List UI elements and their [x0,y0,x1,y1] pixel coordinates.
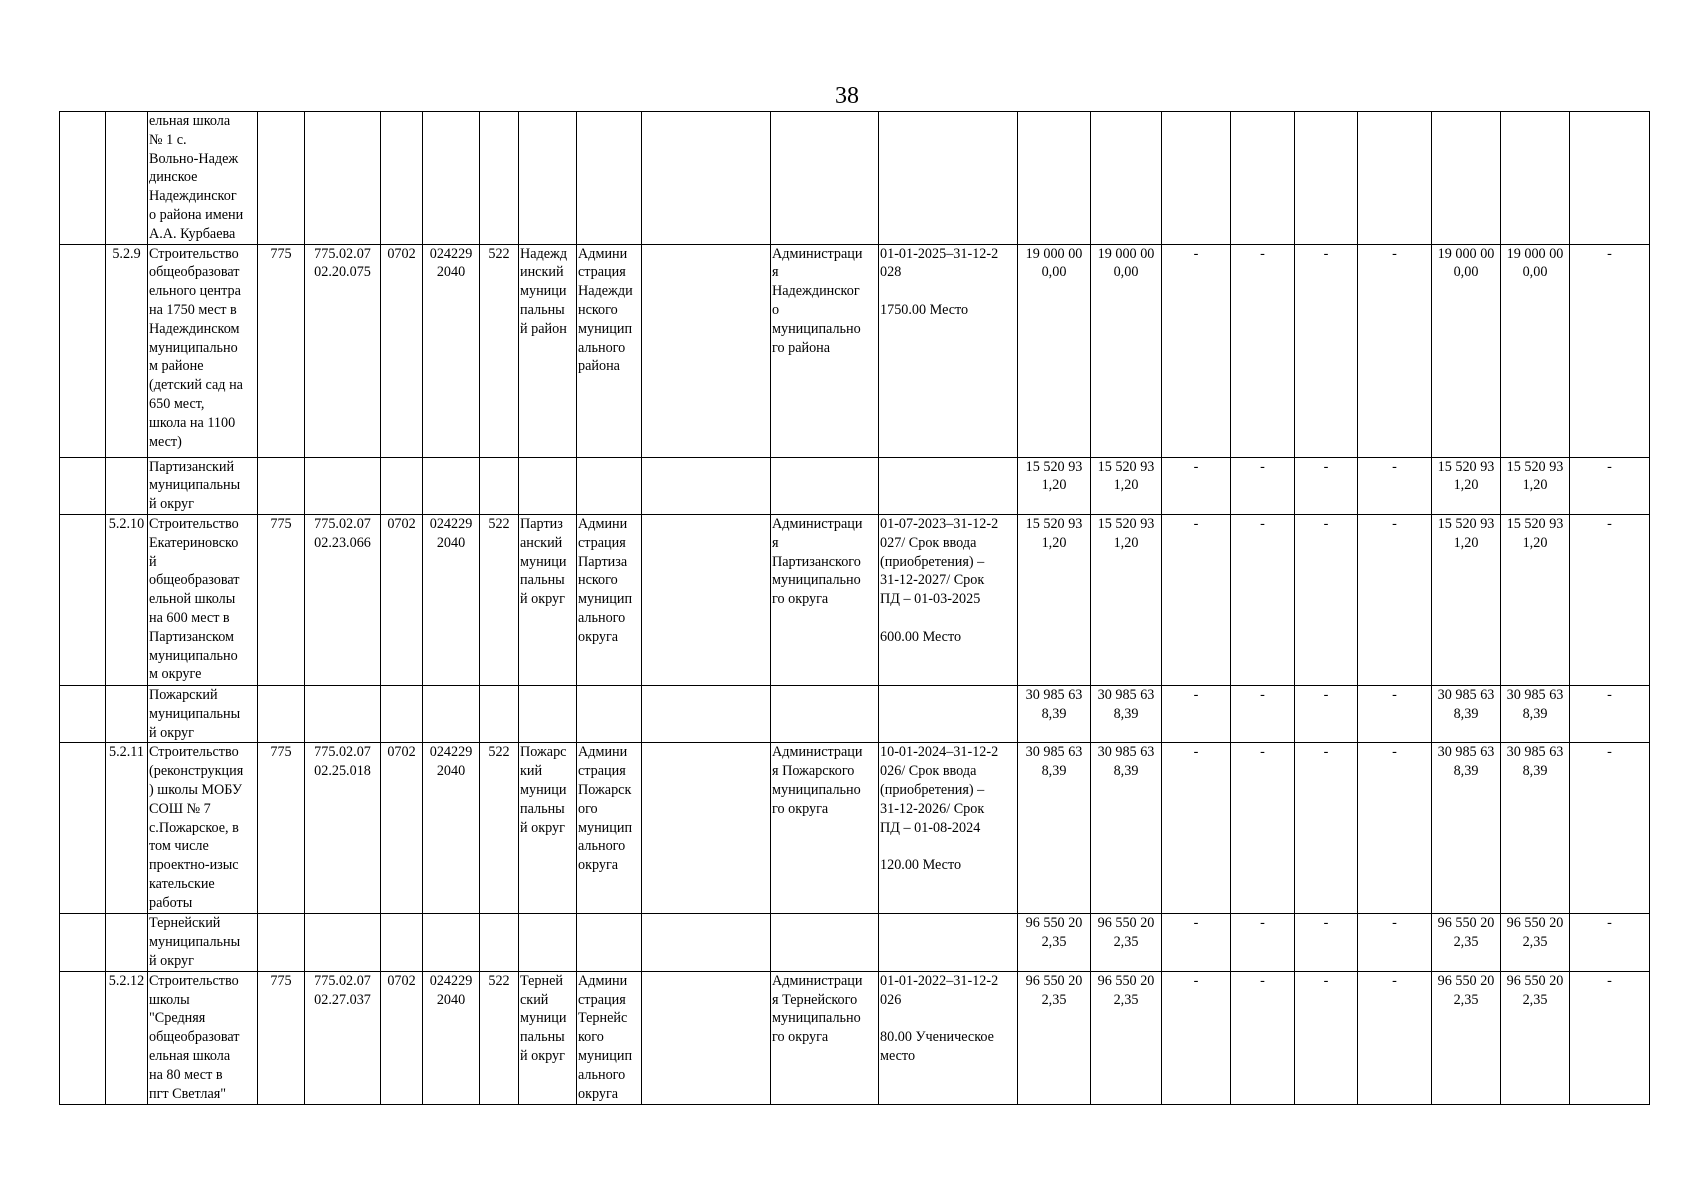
cell-amount-other: - [1570,244,1650,457]
cell-amount-other: - [1570,743,1650,914]
cell-amount-total [1018,112,1091,245]
cell-amount-year-1: 19 000 00 0,00 [1091,244,1162,457]
cell-amount-year-3: - [1231,514,1295,685]
cell-amount-year-2: - [1162,244,1231,457]
cell-amount-budget-year [1501,112,1570,245]
cell-grbs-code: 775 [258,971,305,1104]
table-row [60,112,1650,245]
cell-amount-budget-year: 19 000 00 0,00 [1501,244,1570,457]
cell-item-number [106,685,148,742]
table-row [60,685,1650,742]
cell-amount-year-2: - [1162,743,1231,914]
cell-target-article: 024229 2040 [423,971,480,1104]
cell-recipient: Админи страция Партиза нского муницип ального округа [577,514,642,685]
cell-municipality: Партиз анский муници пальны й округ [519,514,577,685]
cell-grbs-code [258,457,305,514]
cell-amount-budget-total: 96 550 20 2,35 [1432,914,1501,971]
cell-amount-year-2: - [1162,914,1231,971]
cell-amount-total: 30 985 63 8,39 [1018,685,1091,742]
cell-section-code: 0702 [381,244,423,457]
cell-object-name: Тернейский муниципальны й округ [148,914,258,971]
cell-amount-year-5: - [1358,914,1432,971]
cell-amount-year-3: - [1231,971,1295,1104]
cell-item-number: 5.2.9 [106,244,148,457]
cell-col-blank [60,112,106,245]
cell-amount-year-3: - [1231,244,1295,457]
cell-object-code: 775.02.07 02.20.075 [305,244,381,457]
cell-municipality [519,457,577,514]
cell-expense-type [480,112,519,245]
cell-col-blank [60,244,106,457]
cell-amount-year-5: - [1358,514,1432,685]
cell-amount-year-4: - [1295,457,1358,514]
cell-object-name: Пожарский муниципальны й округ [148,685,258,742]
cell-customer: Администраци я Тернейского муниципально го округа [771,971,879,1104]
cell-expense-type [480,457,519,514]
cell-grbs-code: 775 [258,743,305,914]
cell-expense-type [480,914,519,971]
page-number: 38 [835,83,859,109]
cell-amount-year-4: - [1295,914,1358,971]
cell-item-number: 5.2.10 [106,514,148,685]
cell-amount-year-5 [1358,112,1432,245]
cell-col-blank [60,514,106,685]
cell-amount-budget-year: 15 520 93 1,20 [1501,457,1570,514]
cell-amount-budget-year: 15 520 93 1,20 [1501,514,1570,685]
cell-grbs-code: 775 [258,244,305,457]
cell-object-name: Партизанский муниципальны й округ [148,457,258,514]
cell-object-code [305,914,381,971]
cell-amount-total: 96 550 20 2,35 [1018,971,1091,1104]
cell-col-empty [642,457,771,514]
table-row [60,914,1650,971]
cell-amount-budget-total: 15 520 93 1,20 [1432,514,1501,685]
cell-amount-total: 96 550 20 2,35 [1018,914,1091,971]
cell-amount-year-5: - [1358,244,1432,457]
cell-amount-year-4: - [1295,244,1358,457]
cell-amount-budget-total: 19 000 00 0,00 [1432,244,1501,457]
cell-section-code [381,685,423,742]
cell-amount-total: 15 520 93 1,20 [1018,457,1091,514]
cell-amount-year-3: - [1231,457,1295,514]
cell-period-capacity: 01-07-2023–31-12-2 027/ Срок ввода (приобретения) – 31-12-2027/ Срок ПД – 01-03-2025 600.00 Место [879,514,1018,685]
cell-grbs-code [258,914,305,971]
cell-amount-year-4: - [1295,743,1358,914]
cell-period-capacity [879,914,1018,971]
cell-object-code [305,112,381,245]
cell-recipient [577,914,642,971]
cell-amount-year-4 [1295,112,1358,245]
cell-section-code: 0702 [381,743,423,914]
cell-object-code [305,685,381,742]
table-body [60,112,1650,1105]
cell-target-article: 024229 2040 [423,743,480,914]
cell-object-code: 775.02.07 02.25.018 [305,743,381,914]
cell-amount-year-2: - [1162,685,1231,742]
cell-amount-year-1: 15 520 93 1,20 [1091,457,1162,514]
table-row [60,244,1650,457]
investment-objects-table [59,111,1650,1105]
cell-object-code [305,457,381,514]
cell-amount-budget-total [1432,112,1501,245]
cell-col-empty [642,244,771,457]
cell-amount-year-1: 15 520 93 1,20 [1091,514,1162,685]
cell-amount-other: - [1570,685,1650,742]
cell-amount-other: - [1570,457,1650,514]
cell-col-blank [60,914,106,971]
cell-customer [771,685,879,742]
cell-recipient [577,112,642,245]
cell-customer: Администраци я Партизанского муниципально го округа [771,514,879,685]
cell-object-code: 775.02.07 02.27.037 [305,971,381,1104]
cell-amount-total: 15 520 93 1,20 [1018,514,1091,685]
cell-amount-year-2: - [1162,457,1231,514]
cell-recipient: Админи страция Пожарск ого муницип ального округа [577,743,642,914]
cell-period-capacity [879,457,1018,514]
cell-target-article [423,914,480,971]
cell-amount-year-1: 30 985 63 8,39 [1091,685,1162,742]
cell-period-capacity: 10-01-2024–31-12-2 026/ Срок ввода (приобретения) – 31-12-2026/ Срок ПД – 01-08-2024 120.00 Место [879,743,1018,914]
cell-period-capacity: 01-01-2025–31-12-2 028 1750.00 Место [879,244,1018,457]
cell-amount-year-5: - [1358,457,1432,514]
cell-grbs-code: 775 [258,514,305,685]
cell-grbs-code [258,685,305,742]
cell-col-empty [642,514,771,685]
cell-col-blank [60,685,106,742]
cell-col-empty [642,914,771,971]
cell-municipality [519,914,577,971]
cell-section-code [381,457,423,514]
cell-section-code: 0702 [381,971,423,1104]
cell-amount-budget-year: 30 985 63 8,39 [1501,685,1570,742]
cell-expense-type: 522 [480,244,519,457]
cell-period-capacity [879,685,1018,742]
cell-expense-type: 522 [480,743,519,914]
cell-municipality: Пожарс кий муници пальны й округ [519,743,577,914]
cell-object-name: Строительство школы "Средняя общеобразоват ельная школа на 80 мест в пгт Светлая" [148,971,258,1104]
cell-amount-year-2: - [1162,514,1231,685]
cell-amount-other [1570,112,1650,245]
cell-amount-total: 19 000 00 0,00 [1018,244,1091,457]
cell-amount-year-2: - [1162,971,1231,1104]
cell-amount-year-2 [1162,112,1231,245]
cell-item-number: 5.2.11 [106,743,148,914]
cell-item-number: 5.2.12 [106,971,148,1104]
cell-amount-year-3: - [1231,914,1295,971]
cell-grbs-code [258,112,305,245]
cell-item-number [106,112,148,245]
cell-customer [771,457,879,514]
cell-col-empty [642,971,771,1104]
cell-section-code [381,914,423,971]
cell-amount-budget-year: 30 985 63 8,39 [1501,743,1570,914]
cell-amount-year-1: 96 550 20 2,35 [1091,914,1162,971]
cell-recipient: Админи страция Тернейс кого муницип ального округа [577,971,642,1104]
table-row [60,457,1650,514]
cell-customer: Администраци я Надеждинског о муниципально го района [771,244,879,457]
cell-period-capacity [879,112,1018,245]
cell-amount-budget-year: 96 550 20 2,35 [1501,914,1570,971]
cell-col-empty [642,112,771,245]
cell-amount-year-1: 30 985 63 8,39 [1091,743,1162,914]
cell-amount-other: - [1570,971,1650,1104]
cell-customer: Администраци я Пожарского муниципально го округа [771,743,879,914]
cell-amount-total: 30 985 63 8,39 [1018,743,1091,914]
cell-amount-year-3: - [1231,685,1295,742]
cell-target-article [423,457,480,514]
cell-col-empty [642,685,771,742]
cell-target-article [423,685,480,742]
cell-object-name: Строительство общеобразоват ельного центра на 1750 мест в Надеждинском муниципально м районе (детский сад на 650 мест, школа на 1100 мест) [148,244,258,457]
cell-municipality: Терней ский муници пальны й округ [519,971,577,1104]
cell-amount-other: - [1570,514,1650,685]
table-row [60,971,1650,1104]
cell-recipient [577,457,642,514]
cell-item-number [106,457,148,514]
cell-amount-year-4: - [1295,514,1358,685]
cell-amount-year-4: - [1295,685,1358,742]
cell-amount-budget-total: 15 520 93 1,20 [1432,457,1501,514]
cell-municipality [519,112,577,245]
cell-expense-type: 522 [480,514,519,685]
cell-amount-year-4: - [1295,971,1358,1104]
cell-amount-other: - [1570,914,1650,971]
cell-recipient [577,685,642,742]
cell-municipality [519,685,577,742]
cell-object-code: 775.02.07 02.23.066 [305,514,381,685]
cell-expense-type: 522 [480,971,519,1104]
cell-recipient: Админи страция Надежди нского муницип ального района [577,244,642,457]
cell-customer [771,112,879,245]
cell-col-blank [60,743,106,914]
cell-expense-type [480,685,519,742]
cell-object-name: Строительство (реконструкция ) школы МОБУ СОШ № 7 с.Пожарское, в том числе проектно-изыс кательские работы [148,743,258,914]
cell-amount-year-5: - [1358,743,1432,914]
cell-municipality: Надежд инский муници пальны й район [519,244,577,457]
cell-amount-budget-year: 96 550 20 2,35 [1501,971,1570,1104]
cell-target-article: 024229 2040 [423,514,480,685]
cell-target-article: 024229 2040 [423,244,480,457]
cell-object-name: Строительство Екатериновско й общеобразоват ельной школы на 600 мест в Партизанском муниципально м округе [148,514,258,685]
cell-amount-budget-total: 30 985 63 8,39 [1432,743,1501,914]
cell-section-code: 0702 [381,514,423,685]
cell-amount-year-1: 96 550 20 2,35 [1091,971,1162,1104]
cell-amount-year-3: - [1231,743,1295,914]
cell-period-capacity: 01-01-2022–31-12-2 026 80.00 Ученическое место [879,971,1018,1104]
cell-amount-year-3 [1231,112,1295,245]
cell-amount-year-1 [1091,112,1162,245]
cell-amount-budget-total: 30 985 63 8,39 [1432,685,1501,742]
cell-object-name: ельная школа № 1 с. Вольно-Надеж динское Надеждинског о района имени А.А. Курбаева [148,112,258,245]
cell-col-blank [60,457,106,514]
table-row [60,743,1650,914]
cell-amount-year-5: - [1358,971,1432,1104]
cell-col-blank [60,971,106,1104]
table-row [60,514,1650,685]
cell-col-empty [642,743,771,914]
cell-section-code [381,112,423,245]
cell-item-number [106,914,148,971]
cell-target-article [423,112,480,245]
cell-amount-budget-total: 96 550 20 2,35 [1432,971,1501,1104]
cell-customer [771,914,879,971]
cell-amount-year-5: - [1358,685,1432,742]
